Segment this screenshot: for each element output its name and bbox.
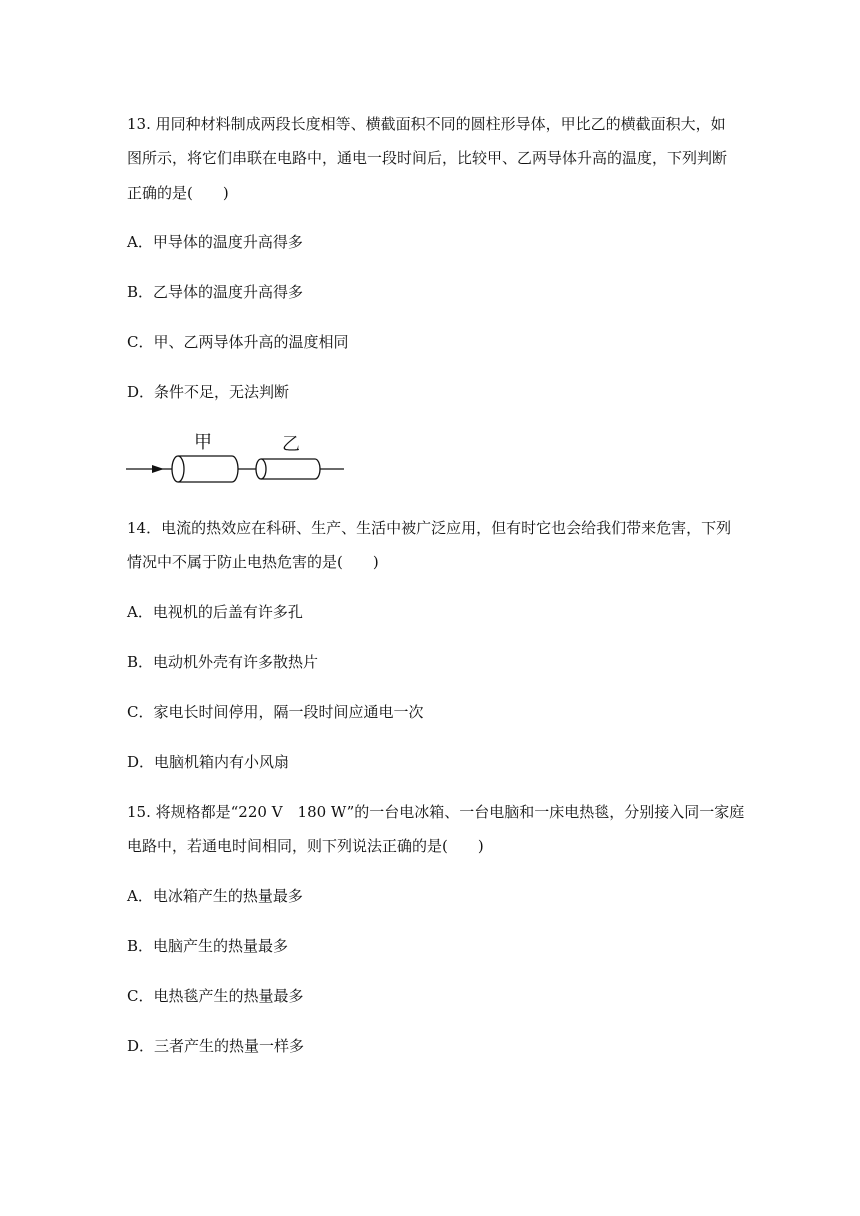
question-13-option-a: A．甲导体的温度升高得多	[127, 233, 303, 251]
question-15-option-b: B．电脑产生的热量最多	[127, 937, 289, 955]
question-13-stem-line-3: 正确的是( )	[127, 184, 229, 202]
question-14-option-c: C．家电长时间停用，隔一段时间应通电一次	[127, 703, 424, 721]
question-15-option-d: D．三者产生的热量一样多	[127, 1037, 305, 1055]
question-15-stem-line-1: 15. 将规格都是“220 V 180 W”的一台电冰箱、一台电脑和一床电热毯，分别接入同一家庭	[127, 803, 745, 821]
question-14-option-a: A．电视机的后盖有许多孔	[127, 603, 303, 621]
question-14-option-b: B．电动机外壳有许多散热片	[127, 653, 319, 671]
label-yi: 乙	[282, 434, 300, 455]
question-15-option-c: C．电热毯产生的热量最多	[127, 987, 304, 1005]
conductor-jia	[172, 456, 238, 482]
question-13-stem-line-2: 图所示，将它们串联在电路中，通电一段时间后，比较甲、乙两导体升高的温度，下列判断	[127, 149, 728, 167]
question-15-stem-line-2: 电路中，若通电时间相同，则下列说法正确的是( )	[127, 837, 484, 855]
question-13-option-b: B．乙导体的温度升高得多	[127, 283, 304, 301]
conductor-yi	[256, 459, 320, 479]
conductor-diagram	[122, 428, 352, 490]
label-jia: 甲	[194, 432, 212, 453]
current-arrow-icon	[152, 465, 164, 473]
question-15-option-a: A．电冰箱产生的热量最多	[127, 887, 303, 905]
question-13-option-c: C．甲、乙两导体升高的温度相同	[127, 333, 349, 351]
question-14-stem-line-1: 14．电流的热效应在科研、生产、生活中被广泛应用，但有时它也会给我们带来危害，下列	[127, 519, 732, 537]
question-13-stem-line-1: 13. 用同种材料制成两段长度相等、横截面积不同的圆柱形导体，甲比乙的横截面积大，如	[127, 115, 726, 133]
question-13-option-d: D．条件不足，无法判断	[127, 383, 290, 401]
question-14-stem-line-2: 情况中不属于防止电热危害的是( )	[127, 553, 379, 571]
question-14-option-d: D．电脑机箱内有小风扇	[127, 753, 290, 771]
